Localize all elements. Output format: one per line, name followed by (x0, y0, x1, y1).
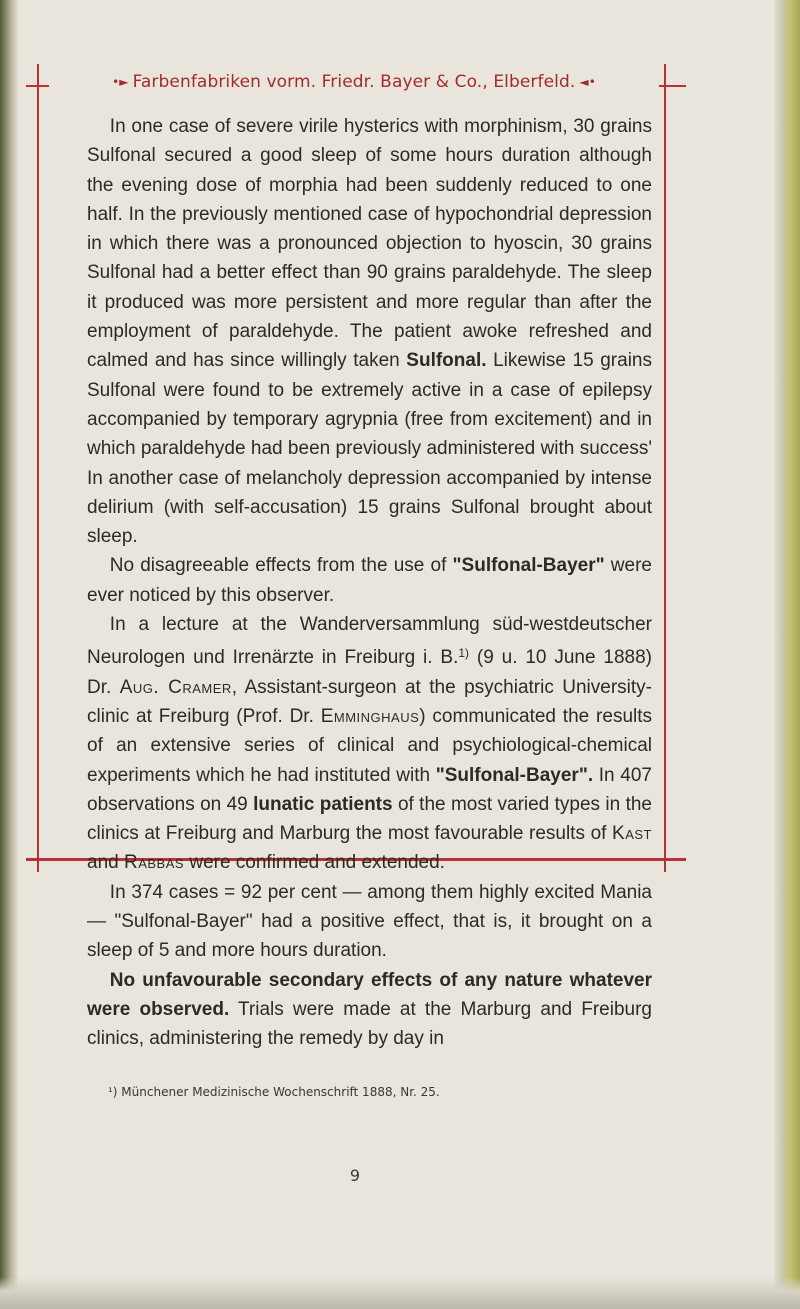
body-text (87, 112, 652, 1054)
page-number: 9 (349, 1166, 361, 1185)
header-title: Farbenfabriken vorm. Friedr. Bayer & Co., Elberfeld. (132, 72, 576, 92)
page-edge-bottom (0, 1277, 800, 1309)
frame-rule-left (37, 64, 39, 872)
running-header (49, 67, 659, 97)
paragraph-5: No unfavourable secondary effects of any nature whatever were observed. Trials were made at the Marburg and Freiburg clinics, administering the remedy by day in (87, 969, 652, 1050)
ornament-left-icon: •► (112, 75, 129, 89)
page-edge-right (774, 0, 800, 1309)
paragraph-3: In a lecture at the Wanderversammlung süd-westdeutscher Neurologen und Irrenärzte in Freiburg i. B.$^{1)}$ (9 u. 10 June 1888) Dr. Aug. Cramer, Assistant-surgeon at the psychiatric University-clinic at Freiburg (Prof. Dr. Emminghaus) communicated the results of an extensive series of clinical and psychiological-chemical experiments which he had instituted with "Sulfonal-Bayer". In 407 observations on 49 lunatic patients of the most varied types in the clinics at Freiburg and Marburg the most favourable results of Kast and Rabbas were confirmed and extended. (87, 614, 653, 874)
paragraph-1: In one case of severe virile hysterics with morphinism, 30 grains Sulfonal secured a good sleep of some hours duration although the evening dose of morphia had been suddenly reduced to one half. In the previously mentioned case of hypochondrial depression in which there was a pronounced objection to hyoscin, 30 grains Sulfonal had a better effect than 90 grains paraldehyde. The sleep it produced was more persistent and more regular than after the employment of paraldehyde. The patient awoke refreshed and calmed and has since willingly taken Sulfonal. Likewise 15 grains Sulfonal were found to be extremely active in a case of epilepsy accompanied by temporary agrypnia (free from excitement) and in which paraldehyde had been previously administered with success' In another case of melancholy depression accompanied by intense delirium (with self-accusation) 15 grains Sulfonal brought about sleep. (87, 116, 652, 548)
footnote-reference: 1) (458, 646, 470, 661)
footnote: ¹) Münchener Medizinische Wochenschrift 1888, Nr. 25. (108, 1085, 440, 1099)
paragraph-4: In 374 cases = 92 per cent — among them highly excited Mania — "Sulfonal-Bayer" had a positive effect, that is, it brought on a sleep of 5 and more hours duration. (87, 881, 652, 962)
frame-rule-right (664, 64, 666, 872)
paragraph-2: No disagreeable effects from the use of "Sulfonal-Bayer" were ever noticed by this observer. (87, 555, 652, 606)
page-edge-left (0, 0, 18, 1309)
ornament-right-icon: ◄• (579, 75, 596, 89)
